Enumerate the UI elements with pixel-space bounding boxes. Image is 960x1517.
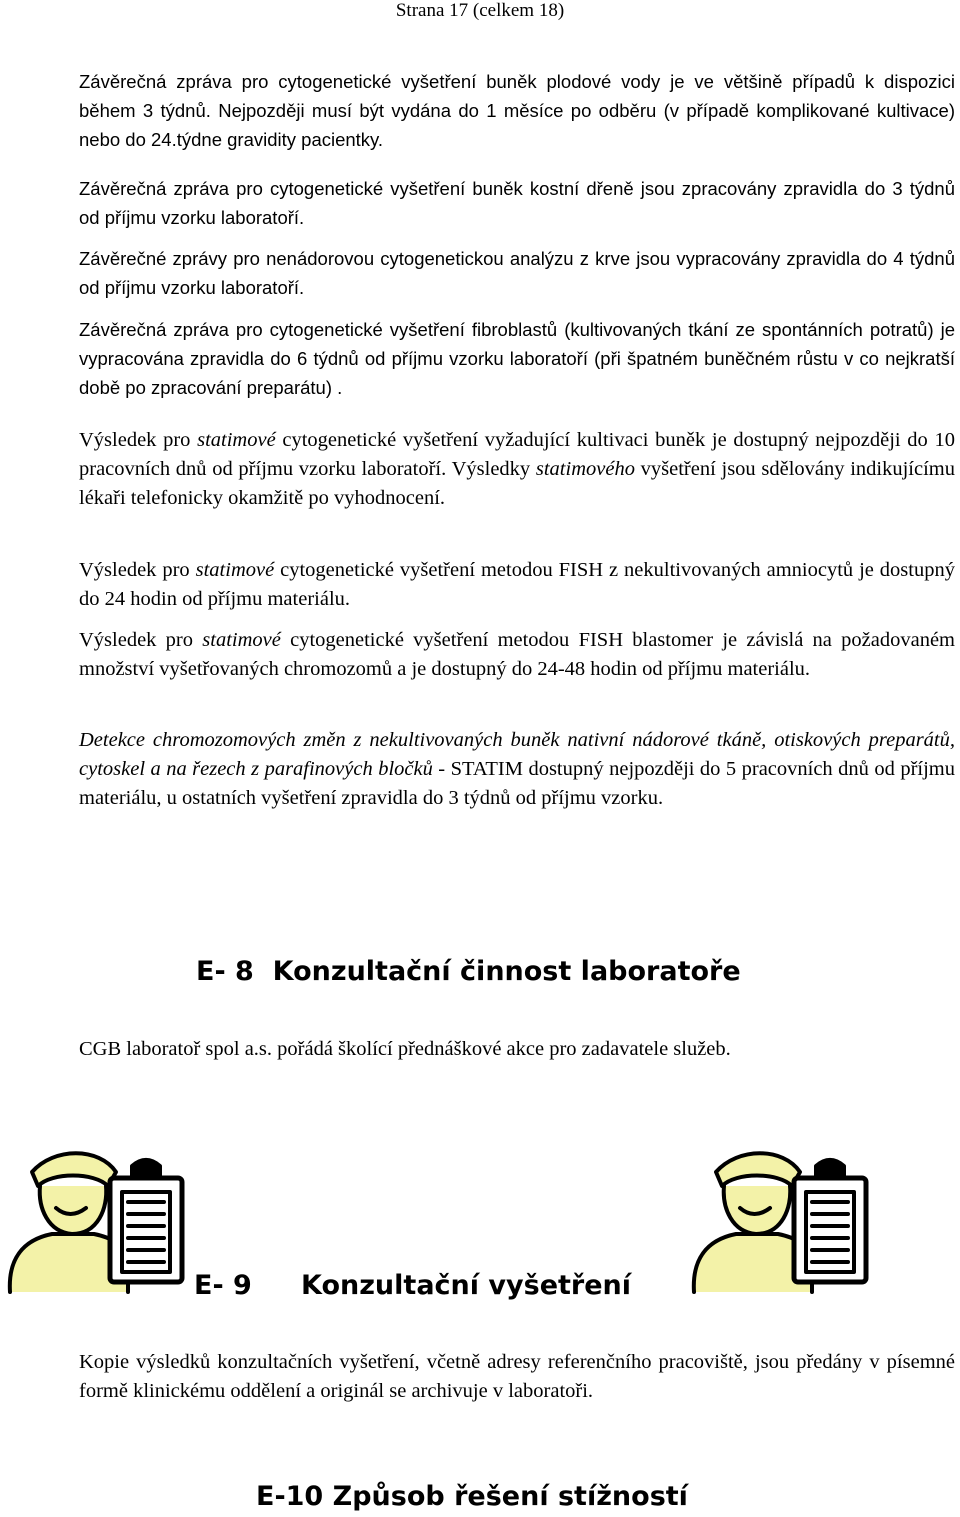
paragraph-statim-fish-amniocytes [79,556,955,614]
text-run: cytogenetické vyšetření metodou FISH z nekultivovaných amniocytů je dostupný do 24 hodin od příjmu materiálu. [79,559,955,610]
text-run-italic: statimové [197,429,276,451]
nurse-clipboard-icon [4,1142,194,1302]
paragraph-e9: Kopie výsledků konzultačních vyšetření, včetně adresy referenčního pracoviště, jsou předány v písemné formě klinickému oddělení a originál se archivuje v laboratoři. [79,1351,955,1402]
section-heading-e9: Konzultační vyšetření [301,1270,632,1301]
text-run-italic: statimové [195,559,275,581]
paragraph-tumor-detection [79,726,955,813]
nurse-clipboard-icon [688,1142,878,1302]
paragraph-blood-report: Závěrečné zprávy pro nenádorovou cytogenetickou analýzu z krve jsou vypracovány zpravidla do 4 týdnů od příjmu vzorku laboratoří. [79,248,955,298]
text-run: cytogenetické vyšetření metodou FISH blastomer je závislá na požadovaném množství vyšetřovaných chromozomů a je dostupný do 24-48 hodin od příjmu materiálu. [79,629,955,680]
text-run: Výsledek pro [79,559,196,581]
text-run: - STATIM dostupný nejpozději do 5 pracovních dnů od příjmu materiálu, u ostatních vyšetření zpravidla do 3 týdnů od příjmu vzorku. [79,758,955,809]
text-run-italic: statimové [202,629,281,651]
paragraph-fibroblast-report: Závěrečná zpráva pro cytogenetické vyšetření fibroblastů (kultivovaných tkání ze spontánních potratů) je vypracována zpravidla do 6 týdnů od příjmu vzorku laboratoří (při špatném buněčném růstu v co nejkratší době po zpracování preparátu) . [79,319,955,398]
paragraph-amniotic-report: Závěrečná zpráva pro cytogenetické vyšetření buněk plodové vody je ve většině případů k dispozici během 3 týdnů. Nejpozději musí být vydána do 1 měsíce po odběru (v případě komplikované kultivace) nebo do 24.týdne gravidity pacientky. [79,71,955,150]
text-run-italic: statimového [535,458,635,480]
page-number: Strana 17 (celkem 18) [395,0,565,21]
section-number-e9: E- 9 [194,1270,252,1301]
text-run-italic: Detekce chromozomových změn z nekultivovaných buněk nativní nádorové tkáně, otiskových preparátů, cytoskel a na řezech z parafinových bločků [79,729,955,780]
section-heading-e8: E- 8 Konzultační činnost laboratoře [196,956,741,987]
paragraph-statim-fish-blastomer [79,626,955,684]
paragraph-statim-culture [79,426,955,513]
text-run: Výsledek pro [79,429,198,451]
section-heading-e10: E-10 Způsob řešení stížností [256,1481,688,1512]
paragraph-bone-marrow-report: Závěrečná zpráva pro cytogenetické vyšetření buněk kostní dřeně jsou zpracovány zpravidla do 3 týdnů od příjmu vzorku laboratoří. [79,178,955,228]
text-run: cytogenetické vyšetření vyžadující kultivaci buněk je dostupný nejpozději do 10 pracovních dnů od příjmu vzorku laboratoří. Výsledky [79,429,955,480]
text-run: Výsledek pro [79,629,203,651]
paragraph-e8: CGB laboratoř spol a.s. pořádá školící přednáškové akce pro zadavatele služeb. [79,1038,731,1060]
text-run: vyšetření jsou sdělovány indikujícímu lékaři telefonicky okamžitě po vyhodnocení. [79,458,955,509]
